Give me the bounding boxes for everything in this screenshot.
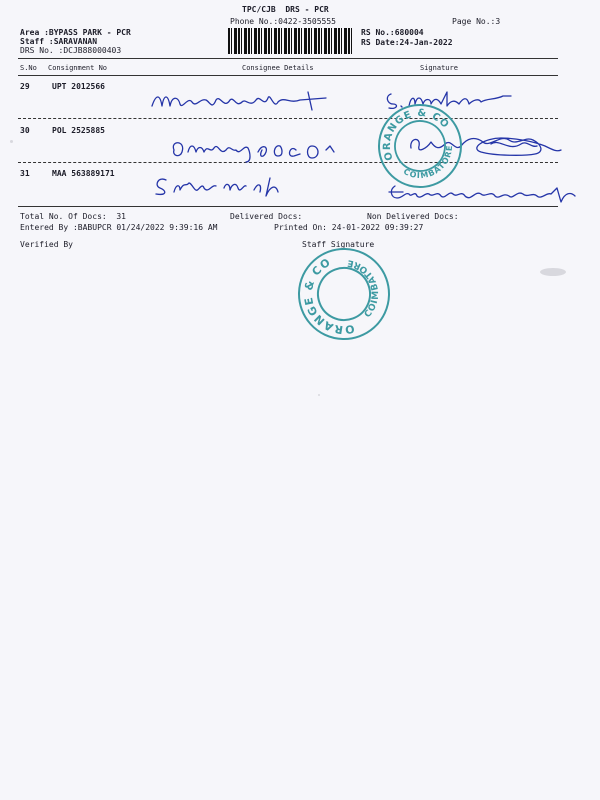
company-stamp — [296, 246, 392, 342]
row-31-consignment: MAA 563889171 — [52, 169, 115, 178]
rs-date: RS Date:24-Jan-2022 — [361, 38, 453, 47]
row-29-sno: 29 — [20, 82, 30, 91]
barcode — [228, 28, 353, 54]
scan-smudge — [318, 394, 320, 396]
rows-end-rule — [18, 206, 558, 207]
stamp-text-top: ORANGE & CO — [301, 255, 356, 337]
phone-number: Phone No.:0422-3505555 — [230, 17, 336, 26]
staff-signature-label: Staff Signature — [302, 240, 375, 249]
col-header-signature: Signature — [420, 64, 458, 72]
document-title: TPC/CJB DRS - PCR — [242, 5, 329, 14]
row-30-consignment: POL 2525885 — [52, 126, 105, 135]
col-header-consignment: Consignment No — [48, 64, 108, 72]
row-31-sno: 31 — [20, 169, 30, 178]
company-stamp — [376, 102, 464, 190]
stamp-text-bottom: COIMBATORE — [345, 257, 382, 320]
col-header-sno: S.No — [20, 64, 37, 72]
handwritten-consignee-name — [150, 172, 310, 200]
header-rule-bottom — [18, 75, 558, 76]
stamp-text-bottom: COIMBATORE — [402, 144, 455, 181]
scan-smudge — [540, 268, 566, 276]
stamp-text-top: ORANGE & CO — [381, 107, 452, 162]
row-30-sno: 30 — [20, 126, 30, 135]
verified-by-label: Verified By — [20, 240, 73, 249]
rs-number: RS No.:680004 — [361, 28, 424, 37]
row-divider — [18, 118, 558, 119]
col-header-consignee: Consignee Details — [242, 64, 314, 72]
scan-smudge — [10, 140, 13, 143]
handwritten-consignee-name — [150, 88, 340, 116]
printed-on: Printed On: 24-01-2022 09:39:27 — [274, 223, 424, 232]
entered-by: Entered By :BABUPCR 01/24/2022 9:39:16 AM — [20, 223, 218, 232]
delivered-docs: Delivered Docs: — [230, 212, 303, 221]
total-docs: Total No. Of Docs: 31 — [20, 212, 126, 221]
row-29-consignment: UPT 2012566 — [52, 82, 105, 91]
handwritten-consignee-name — [170, 136, 360, 164]
area-label: Area :BYPASS PARK - PCR — [20, 28, 131, 37]
page-number: Page No.:3 — [452, 17, 501, 26]
non-delivered-docs: Non Delivered Docs: — [367, 212, 459, 221]
header-rule-top — [18, 58, 558, 59]
drs-number: DRS No. :DCJB88000403 — [20, 46, 122, 55]
staff-label: Staff :SARAVANAN — [20, 37, 98, 46]
